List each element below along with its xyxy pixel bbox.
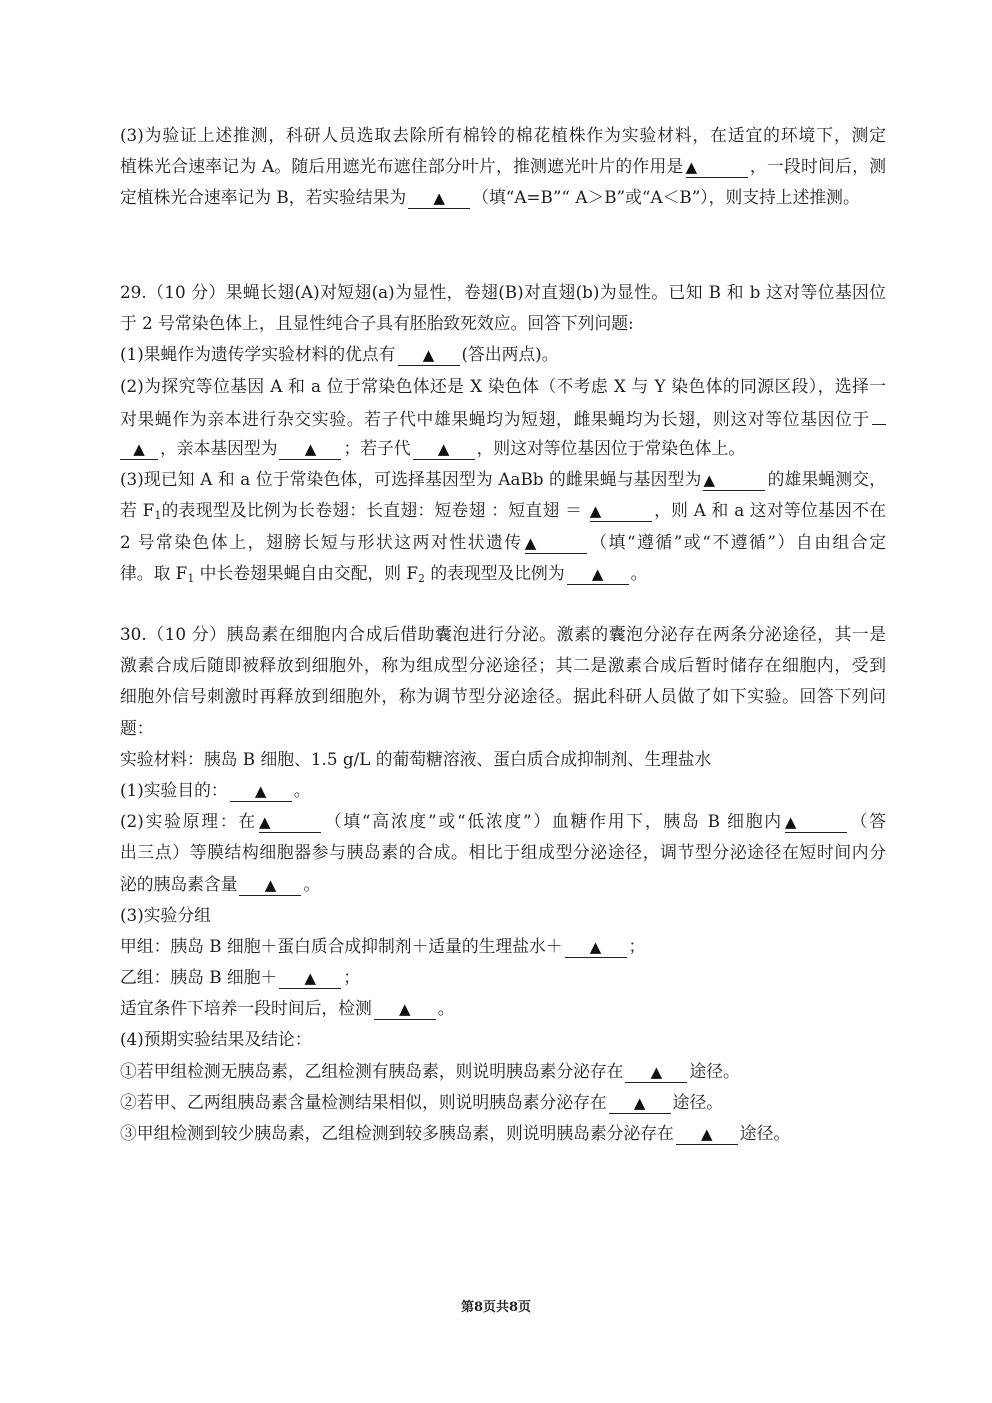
answer-blank	[525, 531, 587, 554]
text-line	[120, 744, 886, 775]
text-run: ②若甲、乙两组胰岛素含量检测结果相似，则说明胰岛素分泌存在	[120, 1091, 607, 1112]
triangle-marker: ▲	[398, 1000, 411, 1019]
text-line	[120, 900, 886, 931]
text-run: 若 F	[120, 500, 155, 521]
text-run: 29.（10 分）果蝇长翅(A)对短翅(a)为显性，卷翅(B)对直翅(b)为显性。已知 B 和 b 这对等位基因位	[120, 282, 886, 302]
answer-blank	[703, 468, 765, 491]
text-line	[120, 681, 886, 712]
text-line	[120, 495, 886, 526]
triangle-marker: ▲	[703, 471, 715, 490]
text-run: ；若子代	[343, 437, 411, 458]
text-line	[120, 1056, 886, 1087]
answer-blank	[398, 343, 460, 366]
paragraph	[120, 806, 886, 900]
text-line	[120, 806, 886, 837]
text-line	[120, 837, 886, 868]
text-run: 。	[293, 779, 311, 800]
paragraph	[120, 1024, 886, 1055]
answer-blank	[609, 1091, 671, 1114]
text-run: 途径。	[739, 1123, 791, 1143]
answer-blank	[676, 1122, 738, 1145]
answer-blank	[120, 437, 158, 460]
text-run: 2 号常染色体上，翅膀长短与形状这两对性状遗传	[120, 531, 523, 552]
paragraph	[120, 371, 886, 465]
text-line	[120, 120, 886, 151]
answer-blank	[686, 155, 748, 178]
text-run: (3)实验分组	[120, 904, 211, 925]
text-line	[120, 558, 886, 589]
text-line	[120, 339, 886, 370]
text-line	[120, 931, 886, 962]
triangle-marker: ▲	[589, 937, 602, 956]
text-line	[120, 1024, 886, 1055]
text-line	[120, 182, 886, 213]
text-line	[120, 993, 886, 1024]
subscript: 1	[154, 509, 162, 523]
question-30	[120, 619, 886, 1149]
text-run: 对果蝇作为亲本进行杂交实验。若子代中雄果蝇均为短翅，雌果蝇均为长翅，则这对等位基因位于	[120, 408, 870, 429]
answer-blank	[625, 1060, 687, 1083]
triangle-marker: ▲	[685, 158, 698, 177]
text-run: ；	[343, 967, 361, 988]
text-run: (2)为探究等位基因 A 和 a 位于常染色体还是 X 染色体（不考虑 X 与 Y 染色体的同源区段），选择一	[120, 375, 886, 396]
text-run: ，亲本基因型为	[160, 437, 278, 458]
text-run: 中长卷翅果蝇自由交配，则 F	[194, 562, 419, 583]
paragraph	[120, 1118, 886, 1149]
text-run: ③甲组检测到较少胰岛素，乙组检测到较多胰岛素，则说明胰岛素分泌存在	[120, 1123, 674, 1143]
paragraph	[120, 744, 886, 775]
answer-blank	[413, 437, 475, 460]
triangle-marker: ▲	[304, 439, 317, 458]
text-run: 泌的胰岛素含量	[120, 873, 238, 894]
text-run: ；	[628, 935, 646, 956]
text-run: 律。取 F	[120, 562, 188, 583]
text-run: 于 2 号常染色体上，且显性纯合子具有胚胎致死效应。回答下列问题:	[120, 313, 634, 334]
text-run: (3)为验证上述推测，科研人员选取去除所有棉铃的棉花植株作为实验材料，在适宜的环境下，测定	[120, 125, 886, 145]
triangle-marker: ▲	[133, 439, 145, 458]
text-line	[120, 151, 886, 182]
text-run: 。	[437, 998, 455, 1019]
text-run: 途径。	[689, 1060, 740, 1081]
text-line	[120, 527, 886, 558]
paragraph	[120, 464, 886, 589]
triangle-marker: ▲	[784, 813, 797, 832]
paragraph	[120, 339, 886, 370]
answer-blank	[408, 186, 470, 209]
paragraph	[120, 277, 886, 339]
text-line	[120, 869, 886, 900]
text-run: （填“遵循”或“不遵循”）自由组合定	[588, 531, 886, 552]
answer-blank	[565, 935, 627, 958]
text-run: 甲组：胰岛 B 细胞＋蛋白质合成抑制剂＋适量的生理盐水＋	[120, 935, 563, 956]
text-line	[120, 619, 886, 650]
triangle-marker: ▲	[254, 781, 267, 800]
paragraph	[120, 120, 886, 214]
text-run: (1)果蝇作为遗传学实验材料的优点有	[120, 344, 396, 365]
text-run: （填“A=B”“ A＞B”或“A＜B”），则支持上述推测。	[472, 187, 860, 208]
triangle-marker: ▲	[437, 439, 450, 458]
subscript: 1	[187, 571, 195, 585]
text-run: ①若甲组检测无胰岛素，乙组检测有胰岛素，则说明胰岛素分泌存在	[120, 1060, 624, 1081]
triangle-marker: ▲	[591, 564, 604, 583]
text-run: 乙组：胰岛 B 细胞＋	[120, 967, 278, 988]
page-number: 第8页共8页	[460, 1300, 532, 1315]
text-run: 的表现型及比例为	[425, 562, 565, 583]
question-29	[120, 277, 886, 589]
triangle-marker: ▲	[264, 875, 277, 894]
text-line	[120, 402, 886, 433]
text-run: 出三点）等膜结构细胞器参与胰岛素的合成。相比于组成型分泌途径，调节型分泌途径在短时间内分	[120, 842, 886, 863]
text-line	[120, 1087, 886, 1118]
answer-blank	[374, 997, 436, 1020]
text-run: 30.（10 分）胰岛素在细胞内合成后借助囊泡进行分泌。激素的囊泡分泌存在两条分泌途径，其一是	[120, 624, 886, 644]
answer-blank-start	[872, 402, 886, 425]
triangle-marker: ▲	[701, 1125, 713, 1143]
answer-blank	[279, 437, 341, 460]
text-run: (1)实验目的：	[120, 779, 228, 800]
answer-blank	[239, 873, 301, 896]
text-run: 。	[630, 562, 648, 583]
text-run: (答出两点)。	[461, 344, 559, 365]
text-run: ，则 A 和 a 这对等位基因不在	[653, 500, 886, 521]
text-run: ，一段时间后，测	[749, 156, 886, 177]
paragraph	[120, 900, 886, 931]
text-line	[120, 277, 886, 308]
answer-blank	[279, 966, 341, 989]
text-line	[120, 1118, 886, 1149]
paragraph	[120, 619, 886, 744]
text-run: 途径。	[672, 1091, 724, 1112]
text-run: (2)实验原理：在	[120, 811, 257, 832]
text-line	[120, 371, 886, 402]
subscript: 2	[418, 571, 426, 585]
answer-blank	[230, 779, 292, 802]
text-line	[120, 464, 886, 495]
triangle-marker: ▲	[650, 1062, 663, 1081]
text-run: 激素合成后随即被释放到细胞外，称为组成型分泌途径；其二是激素合成后暂时储存在细胞内，受到	[120, 655, 886, 676]
text-run: 植株光合速率记为 A。随后用遮光布遮住部分叶片，推测遮光叶片的作用是	[120, 156, 684, 177]
answer-blank	[567, 562, 629, 585]
triangle-marker: ▲	[589, 502, 602, 521]
text-run: 适宜条件下培养一段时间后，检测	[120, 998, 372, 1019]
text-run: （填“高浓度”或“低浓度”）血糖作用下，胰岛 B 细胞内	[323, 811, 783, 832]
text-line	[120, 433, 886, 464]
paragraph	[120, 1087, 886, 1118]
text-run: (4)预期实验结果及结论：	[120, 1029, 312, 1050]
answer-blank	[785, 810, 847, 833]
paragraph	[120, 962, 886, 993]
text-run: (3)现已知 A 和 a 位于常染色体，可选择基因型为 AaBb 的雌果蝇与基因型为	[120, 469, 702, 490]
text-run: 的表现型及比例为长卷翅：长直翅：短卷翅 ：短直翅 ＝	[161, 500, 588, 521]
text-line	[120, 962, 886, 993]
text-run: 实验材料：胰岛 B 细胞、1.5 g/L 的葡萄糖溶液、蛋白质合成抑制剂、生理盐水	[120, 748, 712, 769]
text-run: 定植株光合速率记为 B，若实验结果为	[120, 187, 407, 208]
triangle-marker: ▲	[524, 533, 537, 552]
text-line	[120, 775, 886, 806]
paragraph	[120, 931, 886, 962]
text-line	[120, 308, 886, 339]
text-run: 题：	[120, 717, 154, 738]
answer-blank	[259, 810, 321, 833]
paragraph	[120, 1056, 886, 1087]
paragraph	[120, 775, 886, 806]
text-run: 的雄果蝇测交，	[767, 469, 886, 490]
text-line	[120, 713, 886, 744]
question-28-part-3	[120, 120, 886, 214]
text-line	[120, 650, 886, 681]
text-run: 。	[303, 873, 321, 894]
answer-blank	[590, 499, 652, 522]
text-run: 细胞外信号刺激时再释放到细胞外，称为调节型分泌途径。据此科研人员做了如下实验。回答下列问	[120, 686, 886, 707]
triangle-marker: ▲	[304, 969, 317, 988]
triangle-marker: ▲	[422, 346, 435, 365]
triangle-marker: ▲	[259, 813, 271, 832]
paragraph	[120, 993, 886, 1024]
triangle-marker: ▲	[433, 189, 445, 208]
triangle-marker: ▲	[633, 1093, 646, 1112]
text-run: （答	[848, 811, 886, 832]
text-run: ，则这对等位基因位于常染色体上。	[476, 437, 746, 458]
